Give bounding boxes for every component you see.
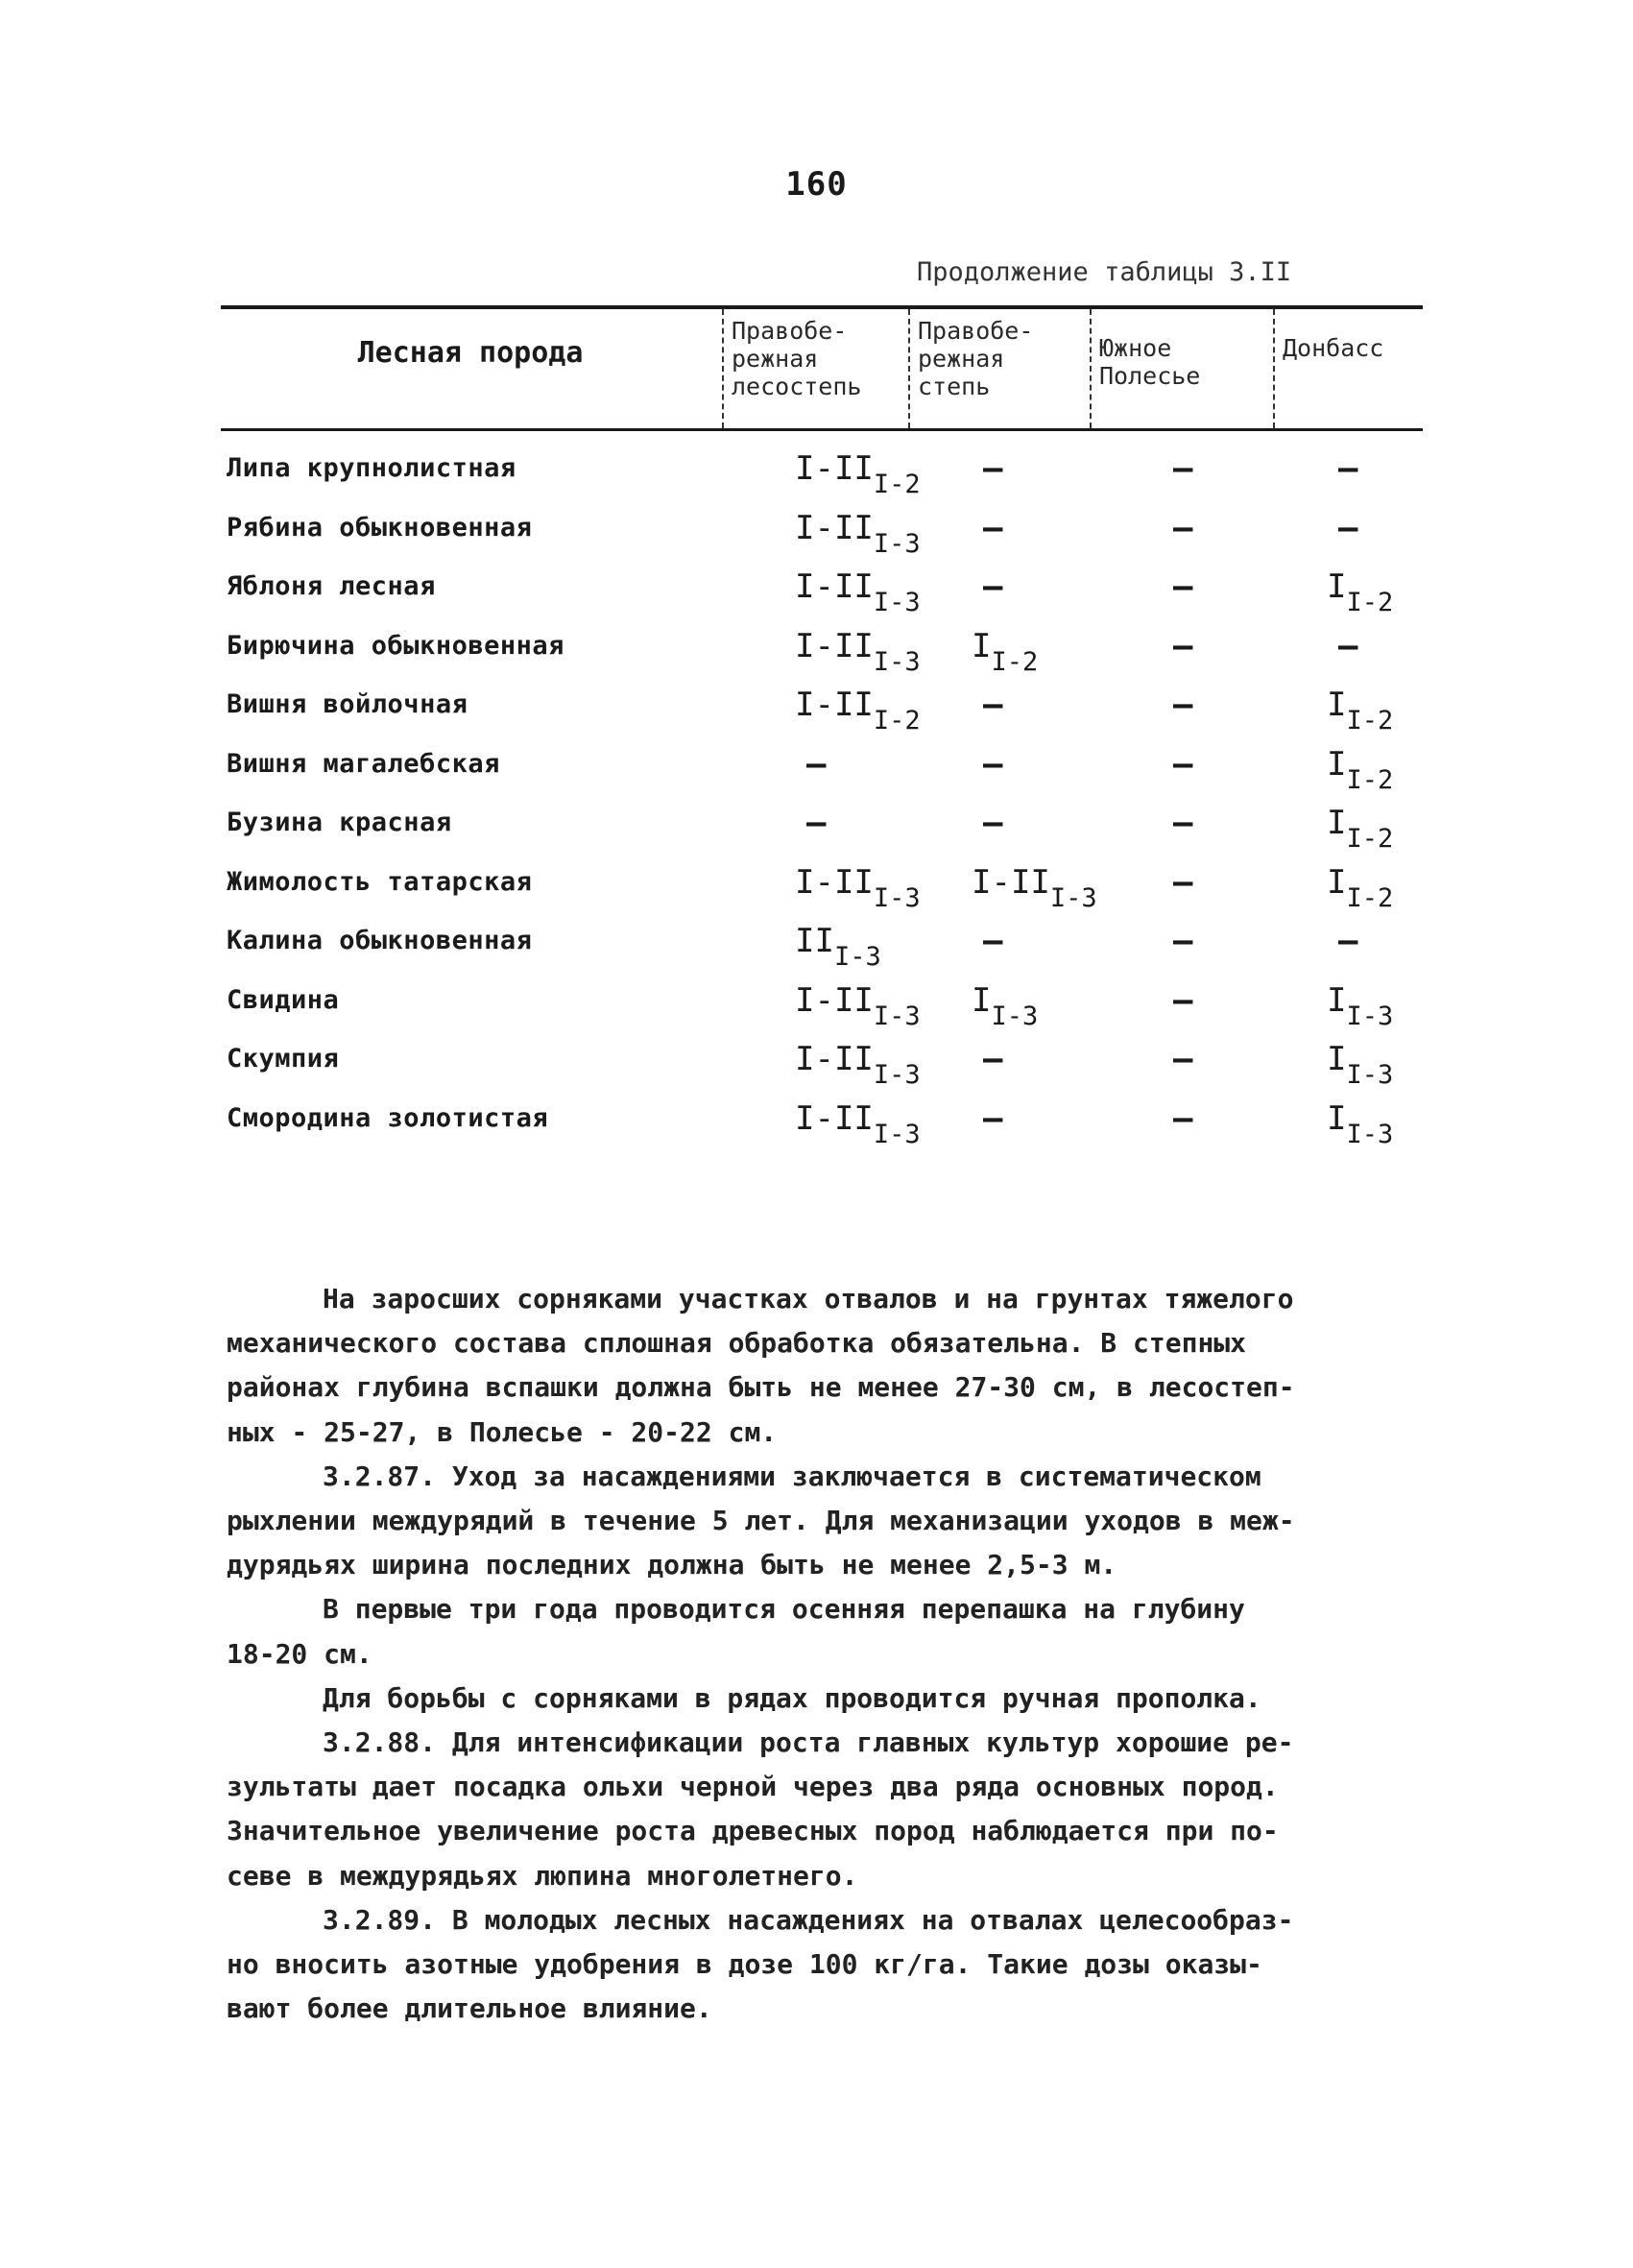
cell-value: – [1173, 804, 1193, 842]
cell-value: I-II [795, 862, 874, 902]
cell-subscript: I-2 [873, 470, 921, 499]
zone-cell [1327, 804, 1393, 854]
zone-cell [983, 745, 1002, 784]
header-line: Правобе- [732, 317, 848, 345]
zone-cell [795, 863, 921, 913]
species-name: Калина обыкновенная [227, 926, 533, 955]
cell-value: – [806, 804, 827, 842]
cell-value: I-II [795, 626, 874, 665]
text-line: ных - 25-27, в Полесье - 20-22 см. [227, 1415, 778, 1448]
text-line: севе в междурядьях люпина многолетнего. [227, 1859, 858, 1892]
cell-value: – [983, 567, 1003, 606]
cell-subscript: I-3 [1346, 1119, 1394, 1149]
zone-cell [1327, 863, 1393, 913]
cell-value: I-II [795, 980, 874, 1020]
zone-cell [1173, 745, 1192, 784]
table-row [223, 739, 1423, 799]
zone-cell [983, 509, 1002, 547]
body-text [227, 1277, 1427, 2031]
cell-value: – [983, 1040, 1003, 1078]
page-number: 160 [785, 165, 848, 204]
cell-value: I-II [795, 1040, 874, 1078]
zone-cell [1173, 922, 1192, 960]
zone-cell [972, 863, 1097, 913]
cell-value: I [1327, 567, 1347, 606]
cell-value: – [1338, 626, 1358, 665]
cell-subscript: I-2 [991, 646, 1039, 677]
cell-value: – [1173, 508, 1193, 547]
cell-value: I-II [795, 567, 874, 606]
zone-cell [1338, 627, 1357, 665]
table-row [223, 444, 1423, 503]
table-row [223, 621, 1423, 681]
species-name: Вишня магалебская [227, 748, 500, 779]
cell-value: I [1327, 1098, 1347, 1138]
header-col-2 [918, 317, 1033, 400]
zone-cell [795, 922, 881, 972]
zone-cell [1327, 981, 1393, 1031]
text-line: вают более длительное влияние. [227, 1992, 712, 2025]
table-header-rule [221, 428, 1423, 431]
table-row [223, 680, 1423, 739]
table-body [223, 444, 1423, 1152]
cell-value: – [1338, 922, 1358, 960]
species-name: Рябина обыкновенная [227, 512, 533, 543]
text-line: В первые три года проводится осенняя перепашка на глубину [323, 1593, 1245, 1626]
zone-cell [1327, 1040, 1393, 1090]
cell-subscript: I-3 [873, 528, 921, 559]
cell-value: – [1173, 862, 1193, 902]
cell-value: – [1338, 449, 1358, 488]
table-top-rule [221, 305, 1423, 309]
cell-value: I [1327, 744, 1347, 784]
text-line: механического состава сплошная обработка обязательна. В степных [227, 1327, 1247, 1360]
table-row [223, 1094, 1423, 1153]
cell-subscript: I-3 [1346, 1060, 1394, 1090]
cell-value: I [972, 980, 992, 1020]
text-line: 3.2.87. Уход за насаждениями заключается в систематическом [323, 1460, 1261, 1492]
text-line: дурядьях ширина последних должна быть не менее 2,5-3 м. [227, 1549, 1117, 1581]
cell-value: – [983, 449, 1003, 488]
cell-value: – [1173, 922, 1193, 960]
cell-subscript: I-3 [991, 1001, 1039, 1031]
cell-value: I-II [972, 862, 1050, 902]
header-line: лесостепь [732, 373, 862, 400]
species-name: Липа крупнолистная [227, 453, 516, 483]
cell-value: – [983, 804, 1003, 842]
cell-value: – [1173, 980, 1193, 1020]
cell-value: – [983, 744, 1003, 784]
zone-cell [972, 981, 1038, 1031]
header-col-1 [732, 317, 861, 400]
cell-value: I [1327, 1040, 1347, 1078]
zone-cell [795, 627, 921, 677]
zone-cell [795, 1099, 921, 1149]
zone-cell [795, 686, 921, 736]
zone-cell [983, 567, 1002, 606]
zone-cell [1173, 981, 1192, 1020]
cell-value: – [1173, 1040, 1193, 1078]
cell-value: – [983, 686, 1003, 724]
species-name: Свидина [227, 984, 340, 1015]
cell-value: I-II [795, 508, 874, 547]
cell-value: – [1173, 744, 1193, 784]
cell-subscript: I-2 [1346, 706, 1394, 736]
zone-cell [1327, 567, 1393, 617]
zone-cell [983, 1099, 1002, 1138]
zone-cell [806, 804, 826, 842]
cell-subscript: I-2 [1346, 824, 1394, 854]
text-line: 3.2.88. Для интенсификации роста главных культур хорошие ре- [323, 1726, 1294, 1759]
cell-value: – [1338, 508, 1358, 547]
cell-value: – [983, 508, 1003, 547]
zone-cell [795, 509, 921, 559]
header-line: Полесье [1099, 362, 1201, 390]
header-line: Донбасс [1283, 334, 1384, 362]
table-row [223, 503, 1423, 563]
cell-subscript: I-3 [1049, 882, 1097, 913]
species-name: Вишня войлочная [227, 689, 468, 719]
table-row [223, 1034, 1423, 1094]
zone-cell [1173, 627, 1192, 665]
zone-cell [1173, 863, 1192, 902]
zone-cell [1173, 1040, 1192, 1078]
zone-cell [1338, 449, 1357, 488]
cell-subscript: I-3 [873, 1060, 921, 1090]
cell-value: – [1173, 686, 1193, 724]
zone-cell [795, 449, 921, 499]
header-line: степь [918, 373, 991, 400]
cell-value: I [1327, 980, 1347, 1020]
text-line: 3.2.89. В молодых лесных насаждениях на отвалах целесообраз- [323, 1903, 1294, 1936]
zone-cell [1327, 686, 1393, 736]
cell-value: II [795, 922, 834, 960]
cell-value: I [1327, 804, 1347, 842]
text-line: Значительное увеличение роста древесных пород наблюдается при по- [227, 1815, 1279, 1847]
zone-cell [795, 1040, 921, 1090]
cell-subscript: I-2 [1346, 764, 1394, 795]
cell-subscript: I-3 [873, 882, 921, 913]
cell-value: I-II [795, 1098, 874, 1138]
zone-cell [983, 804, 1002, 842]
table-caption: Продолжение таблицы 3.II [917, 257, 1292, 287]
header-line: режная [732, 345, 819, 373]
zone-cell [795, 567, 921, 617]
cell-value: – [1173, 567, 1193, 606]
zone-cell [1327, 745, 1393, 795]
zone-cell [1327, 1099, 1393, 1149]
column-divider [1273, 309, 1275, 428]
header-species: Лесная порода [357, 336, 584, 370]
text-line: но вносить азотные удобрения в дозе 100 кг/га. Такие дозы оказы- [227, 1948, 1262, 1981]
text-line: 18-20 см. [227, 1637, 372, 1670]
species-name: Жимолость татарская [227, 866, 533, 897]
header-col-4 [1283, 334, 1383, 362]
text-line: зультаты дает посадка ольхи черной через два ряда основных пород. [227, 1771, 1279, 1803]
text-line: На заросших сорняками участках отвалов и на грунтах тяжелого [323, 1283, 1294, 1315]
text-line: Для борьбы с сорняками в рядах проводится ручная прополка. [323, 1681, 1261, 1714]
table-row [223, 916, 1423, 976]
cell-value: – [806, 744, 827, 784]
cell-value: – [983, 1098, 1003, 1138]
cell-value: – [1173, 626, 1193, 665]
cell-value: I-II [795, 449, 874, 488]
species-name: Смородина золотистая [227, 1102, 549, 1133]
text-line: рыхлении междурядий в течение 5 лет. Для механизации уходов в меж- [227, 1505, 1295, 1537]
zone-cell [983, 449, 1002, 488]
species-name: Скумпия [227, 1044, 340, 1074]
cell-subscript: I-3 [833, 942, 881, 972]
column-divider [1090, 309, 1092, 428]
cell-value: – [1173, 1098, 1193, 1138]
zone-cell [972, 627, 1038, 677]
zone-cell [1173, 567, 1192, 606]
column-divider [722, 309, 724, 428]
zone-cell [806, 745, 826, 784]
cell-value: – [983, 922, 1003, 960]
header-line: Южное [1099, 334, 1172, 362]
cell-value: I [972, 626, 992, 665]
cell-subscript: I-2 [1346, 588, 1394, 617]
zone-cell [1173, 449, 1192, 488]
cell-subscript: I-3 [873, 646, 921, 677]
zone-cell [983, 686, 1002, 724]
cell-value: I [1327, 862, 1347, 902]
cell-subscript: I-3 [873, 588, 921, 617]
zone-cell [1338, 922, 1357, 960]
header-col-3 [1099, 334, 1200, 390]
zone-cell [1173, 1099, 1192, 1138]
zone-cell [1338, 509, 1357, 547]
table-row [223, 857, 1423, 917]
cell-value: – [1173, 449, 1193, 488]
zone-cell [983, 1040, 1002, 1078]
header-line: Правобе- [918, 317, 1034, 345]
zone-cell [795, 981, 921, 1031]
cell-subscript: I-3 [873, 1119, 921, 1149]
table-row [223, 562, 1423, 621]
cell-subscript: I-2 [873, 706, 921, 736]
zone-cell [983, 922, 1002, 960]
zone-cell [1173, 804, 1192, 842]
species-name: Бирючина обыкновенная [227, 630, 564, 661]
table-row [223, 798, 1423, 857]
cell-subscript: I-3 [1346, 1001, 1394, 1031]
column-divider [908, 309, 910, 428]
species-name: Яблоня лесная [227, 571, 436, 601]
zone-cell [1173, 686, 1192, 724]
cell-subscript: I-2 [1346, 882, 1394, 913]
header-line: режная [918, 345, 1005, 373]
cell-value: I-II [795, 686, 874, 724]
cell-value: I [1327, 686, 1347, 724]
text-line: районах глубина вспашки должна быть не менее 27-30 см, в лесостеп- [227, 1371, 1295, 1404]
cell-subscript: I-3 [873, 1001, 921, 1031]
zone-cell [1173, 509, 1192, 547]
table-row [223, 976, 1423, 1035]
species-name: Бузина красная [227, 808, 452, 837]
